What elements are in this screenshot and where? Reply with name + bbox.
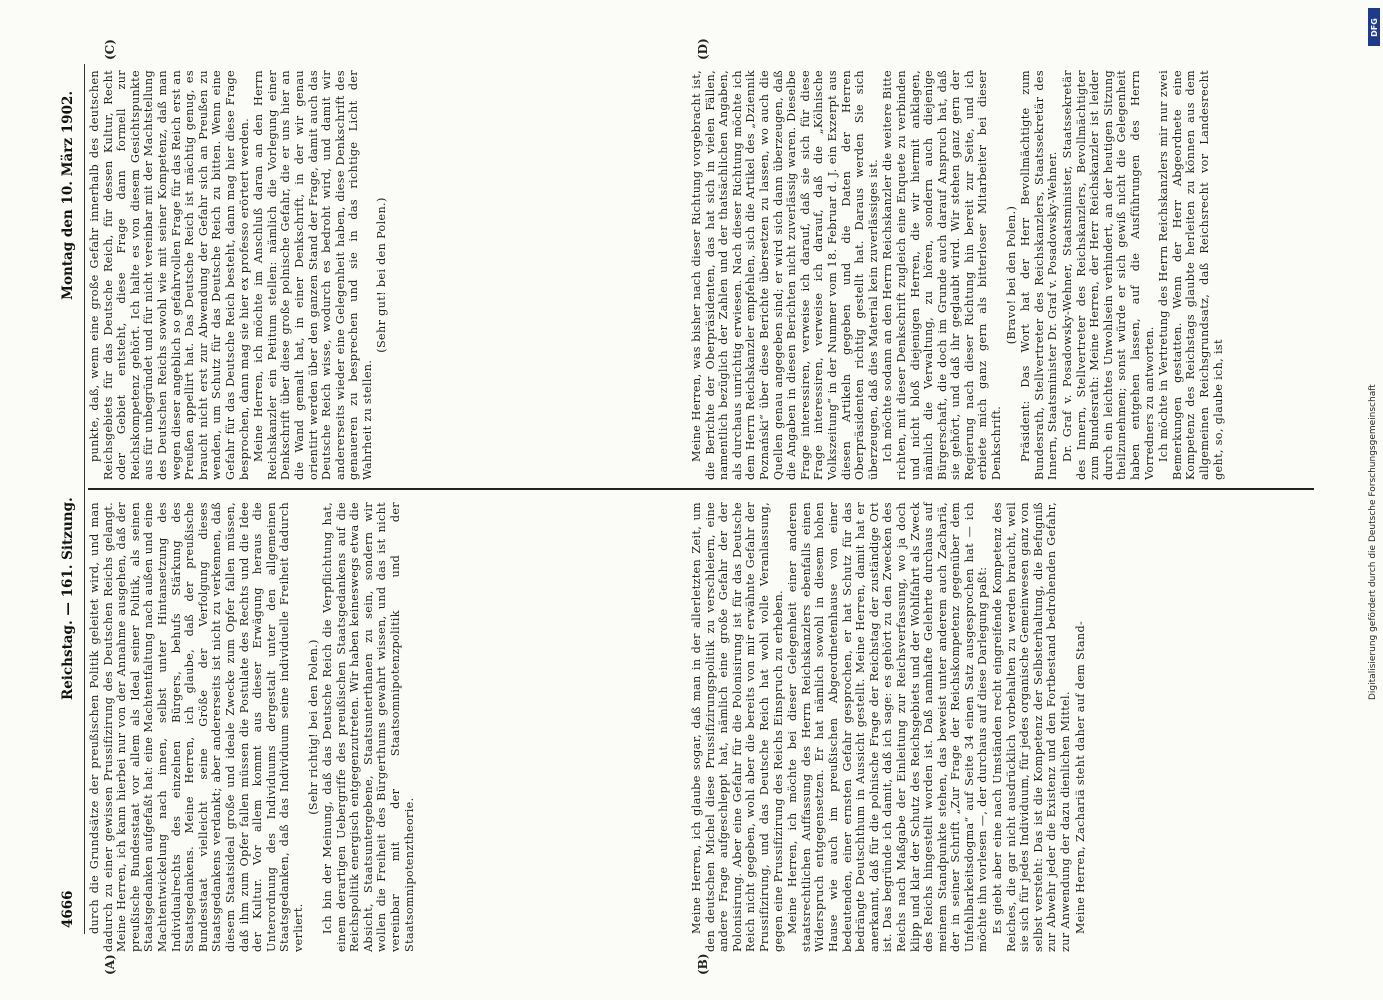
margin-mark-c: (C) (103, 39, 117, 60)
paragraph: Ich möchte in Vertretung des Herrn Reichskanzlers mir nur zwei Bemerkungen gestatten. Wenn der Herr Abgeordnete eine Kompetenz des Reichstags glaubte herleiten zu können aus dem allgemeinen Reichsgrundsatz, daß Reichsrecht vor Landesrecht geht, so, glaube ich, ist (1157, 70, 1225, 480)
text-column-d (690, 70, 1300, 480)
digitization-credit: Digitalisierung gefördert durch die Deutsche Forschungsgemeinschaft (1368, 384, 1378, 700)
dfg-logo-text: DFG (1369, 17, 1379, 37)
quotation: Es giebt aber eine nach Umständen recht eingreifende Kompetenz des Reiches, die gar nicht ausdrücklich vorbehalten zu werden braucht, weil sie sich für jedes Individuum, für jedes organische Gemeinwesen ganz von selbst versteht: Das ist die Kompetenz der Selbsterhaltung, die Befugniß zur Abwehr jeder die Existenz und den Fortbestand bedrohenden Gefahr, zur Anwendung der dazu dienlichen Mittel. (991, 502, 1073, 952)
paragraph: durch die Grundsätze der preußischen Politik geleitet wird, und man dadurch zu einer gewissen Prussifizirung des Deutschen Reichs gelangt. Meine Herren, ich kann hierbei nur von der Annahme ausgehen, daß der preußische Bundesstaat vor allem als Ideal seiner Politik, als seinen Staatsgedanken aufgefaßt hat: eine Machtentfaltung nach außen und eine Machtentwickelung nach innen, selbst unter Hintansetzung des Individualrechts des einzelnen Bürgers, behufs Stärkung des Staatsgedankens. Meine Herren, ich glaube, daß der preußische Bundesstaat vielleicht seine Größe der Verfolgung dieses Staatsgedankens verdankt; aber andererseits ist nicht zu verkennen, daß diesem Staatsideal große und ideale Zwecke zum Opfer fallen müssen, daß ihm zum Opfer fallen müssen die Postulate des Rechts und die Idee der Kultur. Vor allem kommt aus dieser Erwägung heraus die Unterordnung des Individuums dergestalt unter den allgemeinen Staatsgedanken, daß das Individuum seine individuelle Freiheit dadurch verliert. (88, 502, 305, 952)
paragraph: Meine Herren, was bisher nach dieser Richtung vorgebracht ist, die Berichte der Oberpräsidenten, das hat sich in vielen Fällen, namentlich bezüglich der Zahlen und der thatsächlichen Angaben, als durchaus unrichtig erwiesen. Nach dieser Richtung möchte ich dem Herrn Reichskanzler empfehlen, sich die Artikel des „Dziennik Poznański“ über diese Berichte übersetzen zu lassen, wo auch die Quellen genau angegeben sind; er wird sich dann überzeugen, daß die Angaben in diesen Berichten nicht zuverlässig waren. Dieselbe Frage interessiren, verweise ich darauf, daß sie sich für diese Frage interessiren, verweise ich darauf, daß die „Kölnische Volkszeitung“ in der Nummer vom 18. Februar d. J. ein Exzerpt aus diesen Artikeln gegeben und die Daten der Herren Oberpräsidenten richtig gestellt hat. Daraus werden Sie sich überzeugen, daß dies Material kein zuverlässiges ist. (690, 70, 880, 480)
header-rule (84, 64, 85, 934)
margin-mark-a: (A) (103, 954, 117, 975)
paragraph: Meine Herren, Zachariä steht daher auf dem Stand- (1073, 620, 1087, 934)
text-column-a (88, 502, 678, 952)
session-date: Montag den 10. März 1902. (60, 90, 76, 300)
paragraph: Ich möchte sodann an den Herrn Reichskanzler die weitere Bitte richten, mit dieser Denkschrift zugleich eine Enquete zu verbinden und nicht bloß diejenigen Herren, die wir hiermit anklagen, nämlich die Verwaltung, zu hören, sondern auch diejenige Bürgerschaft, die doch im Grunde auch darauf Anspruch hat, daß sie gehört, und daß ihr geglaubt wird. Wir stehen ganz gern der Regierung nach dieser Richtung hin bereit zur Seite, und ich erbiete mich ganz gern als bitterloser Mitarbeiter bei dieser Denkschrift. (881, 70, 1004, 480)
dfg-logo (1368, 8, 1380, 46)
interjection: (Bravo! bei den Polen.) (1004, 205, 1018, 345)
paragraph: Meine Herren, ich glaube sogar, daß man in der allerletzten Zeit, um den deutschen Michel diese Prussifizirungspolitik zu verschleiern, eine andere Frage aufgeschleppt hat, nämlich eine große Gefahr der der Polonisirung. Aber eine Gefahr für die Polonisirung ist für das Deutsche Reich nicht gegeben, wohl aber die bereits von mir erwähnte Gefahr der Prussifizirung, und das Deutsche Reich hat wohl volle Veranlassung, gegen eine Prussifizirung des Reichs Einspruch zu erheben. (690, 502, 785, 952)
session-title: Reichstag. — 161. Sitzung. (60, 497, 76, 700)
margin-mark-d: (D) (696, 38, 710, 60)
speaker-paragraph: Dr. Graf v. Posadowsky-Wehner, Staatsminister, Staatssekretär des Innern, Stellvertreter des Reichskanzlers, Bevollmächtigter zum Bundesrath: Meine Herren, der Herr Reichskanzler ist leider durch ein leichtes Unwohlsein verhindert, an der heutigen Sitzung theilzunehmen; sonst würde er sich gewiß nicht die Gelegenheit haben entgehen lassen, auf die Ausführungen des Herrn Vorredners zu antworten. (1061, 70, 1156, 480)
text-column-b (690, 502, 1300, 952)
column-divider (88, 488, 1314, 490)
margin-mark-b: (B) (696, 953, 710, 975)
interjection: (Sehr richtig! bei den Polen.) (306, 639, 320, 815)
paragraph: Meine Herren, ich möchte im Anschluß daran an den Herrn Reichskanzler ein Petitum stellen: nämlich die Vorlegung einer Denkschrift über diese große polnische Gefahr, die er uns hier an die Wand gemalt hat, in einer Denkschrift, in der wir genau orientirt werden über den ganzen Stand der Frage, damit auch das Deutsche Reich wisse, wodurch es bedroht wird, und damit wir andererseits wieder eine Gelegenheit haben, diese Denkschrift des genaueren zu besprechen und sie in das richtige Licht der Wahrheit zu stellen. (252, 70, 374, 480)
text-column-c (88, 70, 678, 480)
paragraph: Ich bin der Meinung, daß das Deutsche Reich die Verpflichtung hat, einem derartigen Uebergriffe des preußischen Staatsgedankens auf die Reichspolitik energisch entgegenzutreten. Wir haben keineswegs etwa die Absicht, Staatsuntergebene, Staatsunterthanen zu sein, sondern wir wollen die Freiheit des Bürgerthums gewahrt wissen, und das ist nicht vereinbar mit der Staatsomnipotenzpolitik und der Staatsomnipotenztheorie. (321, 502, 416, 952)
page-number: 4666 (60, 890, 76, 928)
paragraph: punkte, daß, wenn eine große Gefahr innerhalb des deutschen Reichsgebiets für das Deutsche Reich, für dessen Kultur, Recht oder Gebiet entsteht, diese Frage dann formell zur Reichskompetenz gehört. Ich halte es von diesem Gesichtspunkte aus für unbegründet und für nicht vereinbar mit der Machtstellung des Deutschen Reichs sowohl wie mit seiner Kompetenz, daß man wegen dieser angeblich so gefahrvollen Frage für das Reich erst an Preußen appellirt hat. Das Deutsche Reich ist mächtig genug, es braucht nicht erst zur Abwendung der Gefahr sich an Preußen zu wenden, um Schutz für das Deutsche Reich zu bitten. Wenn eine Gefahr für das Deutsche Reich besteht, dann mag hier diese Frage besprochen, dann mag sie hier ex professo erörtert werden. (88, 70, 251, 480)
paragraph: Meine Herren, ich möchte bei dieser Gelegenheit einer anderen staatsrechtlichen Auffassung des Herrn Reichskanzlers ebenfalls einen Widerspruch entgegensetzen. Er hat nämlich sowohl in diesem hohen Hause wie auch im preußischen Abgeordnetenhause von einer bedeutenden, einer ernsten Gefahr gesprochen, er hat Schutz für das bedrängte Deutschthum in Aussicht gestellt. Meine Herren, damit hat er anerkannt, daß für die polnische Frage der Reichstag der zuständige Ort ist. Das begründe ich damit, daß ich sage: es gehört zu den Zwecken des Reichs nach Maßgabe der Einleitung zur Reichsverfassung, wo ja doch klipp und klar der Schutz des Reichsgebiets und der Wohlfahrt als Zweck des Reichs hingestellt worden ist. Daß namhafte Gelehrte durchaus auf meinem Standpunkte stehen, das beweist unter anderem auch Zachariä, der in seiner Schrift „Zur Frage der Reichskompetenz gegenüber dem Unfehlbarkeitsdogma“ auf Seite 34 einen Satz ausgesprochen hat — ich möchte ihn vorlesen —, der durchaus auf diese Darlegung paßt: (786, 502, 990, 952)
interjection: (Sehr gut! bei den Polen.) (375, 197, 389, 353)
speaker-paragraph: Präsident: Das Wort hat der Herr Bevollmächtigte zum Bundesrath, Stellvertreter des Reichskanzlers, Staatssekretär des Innern, Staatsminister Dr. Graf v. Posadowsky-Wehner. (1019, 70, 1060, 480)
